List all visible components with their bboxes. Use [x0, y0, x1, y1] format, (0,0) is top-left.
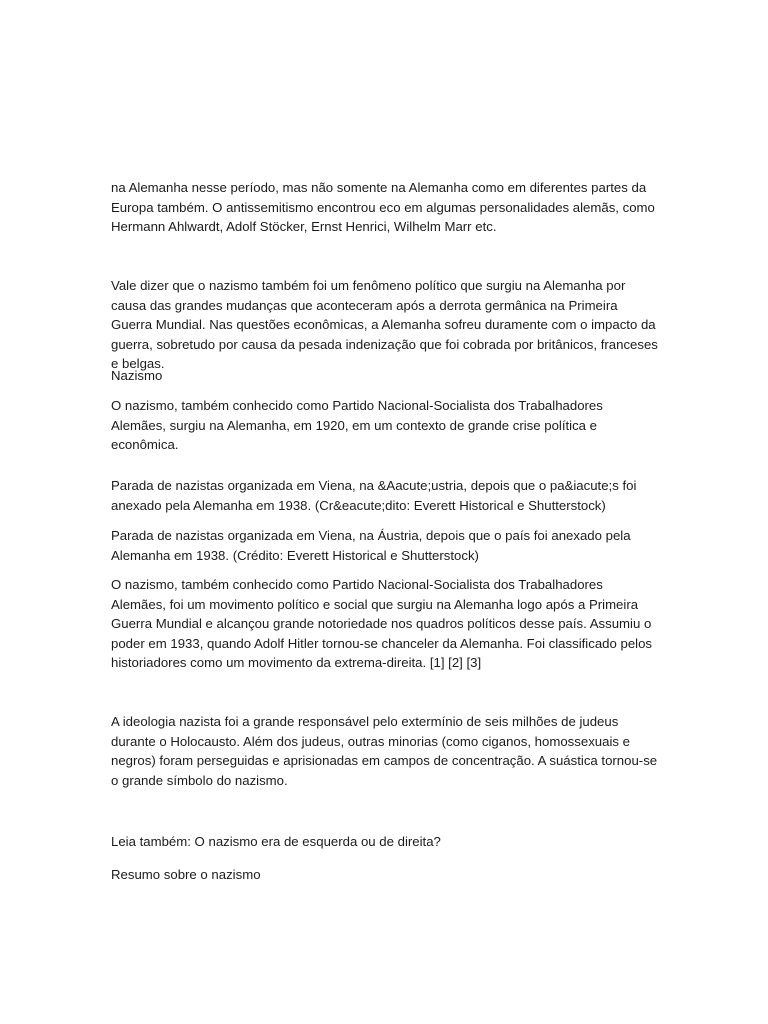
paragraph-antissemitismo: na Alemanha nesse período, mas não somente na Alemanha como em diferentes partes da Europa também. O antissemitismo encontrou eco em algumas personalidades alemãs, como Hermann Ahlwardt, Adolf Stöcker, Ernst Henrici, Wilhelm Marr etc. [111, 180, 655, 234]
heading-nazismo: Nazismo [111, 368, 163, 383]
paragraph-fenomeno-politico: Vale dizer que o nazismo também foi um fenômeno político que surgiu na Alemanha por causa das grandes mudanças que aconteceram após a derrota germânica na Primeira Guerra Mundial. Nas questões econômicas, a Alemanha sofreu duramente com o impacto da guerra, sobretudo por causa da pesada indenização que foi cobrada por britânicos, franceses e belgas. [111, 278, 658, 371]
paragraph-nazismo-intro: O nazismo, também conhecido como Partido Nacional-Socialista dos Trabalhadores Alemães, surgiu na Alemanha, em 1920, em um contexto de grande crise política e econômica. [111, 398, 603, 452]
paragraph-nazismo-definicao: O nazismo, também conhecido como Partido Nacional-Socialista dos Trabalhadores Alemães, foi um movimento político e social que surgiu na Alemanha logo após a Primeira Guerra Mundial e alcançou grande notoriedade nos quadros políticos desse país. Assumiu o poder em 1933, quando Adolf Hitler tornou-se chanceler da Alemanha. Foi classificado pelos historiadores como um movimento da extrema-direita. [1] [2] [3] [111, 577, 653, 670]
heading-resumo: Resumo sobre o nazismo [111, 867, 261, 882]
leia-tambem-line: Leia também: O nazismo era de esquerda ou de direita? [111, 834, 441, 849]
image-caption-escaped: Parada de nazistas organizada em Viena, na &Aacute;ustria, depois que o pa&iacute;s foi anexado pela Alemanha em 1938. (Cr&eacute;dito: Everett Historical e Shutterstock) [111, 478, 637, 513]
paragraph-ideologia-nazista: A ideologia nazista foi a grande responsável pelo extermínio de seis milhões de judeus durante o Holocausto. Além dos judeus, outras minorias (como ciganos, homossexuais e negros) foram perseguidas e aprisionadas em campos de concentração. A suástica tornou-se o grande símbolo do nazismo. [111, 714, 658, 788]
image-caption: Parada de nazistas organizada em Viena, na Áustria, depois que o país foi anexado pela Alemanha em 1938. (Crédito: Everett Historical e Shutterstock) [111, 528, 631, 563]
